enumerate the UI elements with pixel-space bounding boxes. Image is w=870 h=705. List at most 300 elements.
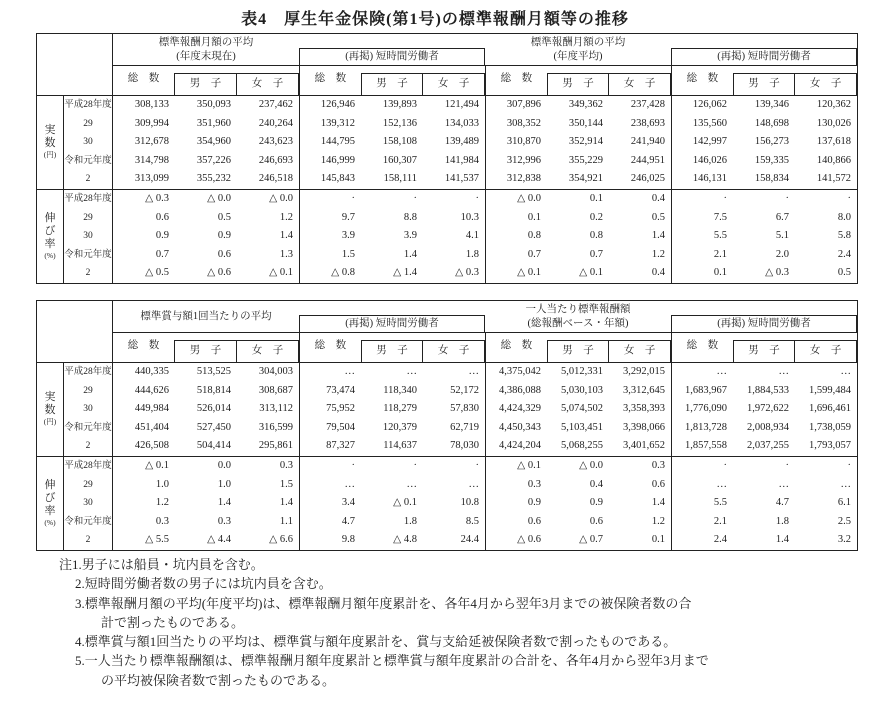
- data-cell: 1,683,967: [671, 382, 733, 401]
- data-cell: 0.7: [589, 248, 603, 260]
- data-cell: 1,696,461: [809, 403, 851, 415]
- data-cell: 5,068,255: [561, 440, 603, 452]
- data-cell: 2,037,255: [747, 440, 789, 452]
- data-cell: ·: [475, 192, 479, 204]
- data-cell: 6.1: [837, 497, 851, 509]
- data-cell: 78,030: [450, 440, 479, 452]
- data-cell: 241,940: [630, 136, 665, 148]
- data-cell: 62,719: [450, 421, 479, 433]
- note-line: の平均被保険者数で割ったものである。: [101, 672, 336, 688]
- data-cell: 5.1: [775, 230, 789, 242]
- data-cell: 308,352: [485, 115, 547, 134]
- data-cell: 0.7: [485, 246, 547, 265]
- data-cell: …: [671, 363, 733, 382]
- data-cell: △ 0.5: [145, 267, 169, 279]
- data-cell: △ 0.6: [207, 267, 231, 279]
- data-cell: 5,030,103: [561, 384, 603, 396]
- data-cell: 139,346: [754, 99, 789, 110]
- data-cell: 8.8: [403, 211, 417, 223]
- data-cell: 1.4: [279, 230, 293, 242]
- data-cell: 0.8: [589, 230, 603, 242]
- row-group-label-char: 率: [44, 237, 56, 250]
- data-cell: 2.4: [837, 248, 851, 260]
- data-cell: 3,312,645: [623, 384, 665, 396]
- data-cell: 1,884,533: [747, 384, 789, 396]
- data-cell: 312,838: [485, 170, 547, 189]
- data-cell: 243,623: [258, 136, 293, 148]
- year-label: 30: [83, 137, 93, 148]
- data-cell: △ 0.0: [269, 192, 293, 204]
- row-group-label-char: 伸: [44, 478, 56, 491]
- note-line: 3.標準報酬月額の平均(年度平均)は、標準報酬月額年度累計を、各年4月から翌年3月までの被保険者数の合: [75, 595, 692, 611]
- data-cell: △ 0.6: [485, 531, 547, 550]
- data-cell: 5.5: [671, 494, 733, 513]
- data-cell: △ 0.1: [579, 267, 603, 279]
- data-cell: 1.8: [775, 515, 789, 527]
- data-cell: 3.4: [299, 494, 361, 513]
- data-cell: 1.5: [299, 246, 361, 265]
- data-cell: 1.4: [279, 497, 293, 509]
- group-label-area: [485, 301, 671, 333]
- data-cell: △ 0.8: [299, 264, 361, 283]
- year-label: 29: [83, 212, 93, 223]
- data-cell: 158,108: [382, 136, 417, 148]
- data-cell: 316,599: [258, 421, 293, 433]
- year-label: 30: [83, 498, 93, 509]
- data-cell: 1.4: [651, 230, 665, 242]
- data-cell: ·: [299, 190, 361, 209]
- year-label: 平成28年度: [64, 100, 112, 110]
- data-cell: 4,375,042: [485, 363, 547, 382]
- data-cell: 1.8: [465, 248, 479, 260]
- data-cell: △ 0.0: [485, 190, 547, 209]
- subheader-total: 総 数: [500, 73, 533, 85]
- page-title: 表4 厚生年金保険(第1号)の標準報酬月額等の推移: [241, 11, 629, 28]
- data-cell: 355,229: [568, 154, 603, 166]
- data-cell: 1.2: [651, 515, 665, 527]
- data-cell: 357,226: [196, 154, 231, 166]
- data-cell: 2.1: [671, 513, 733, 532]
- data-cell: …: [406, 366, 417, 377]
- row-group-unit: (%): [44, 517, 56, 527]
- data-cell: 5,074,502: [561, 403, 603, 415]
- data-cell: 156,273: [754, 136, 789, 148]
- subheader-female: 女 子: [422, 73, 485, 95]
- subheader-female: 女 子: [236, 340, 299, 362]
- data-cell: 1,972,622: [747, 403, 789, 415]
- data-cell: 139,489: [444, 136, 479, 148]
- row-group-label: [37, 363, 64, 456]
- group-label-area: [113, 34, 299, 66]
- header-corner-cell: [37, 34, 113, 95]
- data-cell: 0.0: [217, 459, 231, 471]
- data-cell: …: [468, 366, 479, 377]
- data-cell: 0.3: [485, 476, 547, 495]
- data-cell: 10.3: [460, 211, 479, 223]
- data-cell: 4.7: [775, 497, 789, 509]
- row-group-label-char: 数: [44, 137, 56, 150]
- data-cell: 304,003: [258, 366, 293, 377]
- data-cell: 141,984: [444, 154, 479, 166]
- data-cell: 527,450: [196, 421, 231, 433]
- data-cell: △ 0.1: [145, 459, 169, 471]
- row-group-label-char: び: [44, 224, 56, 237]
- data-cell: 5.8: [837, 230, 851, 242]
- year-label: 令和元年度: [64, 422, 112, 433]
- growth-rate-block: [37, 456, 857, 550]
- row-group-unit: (%): [44, 250, 56, 260]
- data-cell: 2.5: [837, 515, 851, 527]
- data-cell: 159,335: [754, 154, 789, 166]
- data-cell: 141,537: [444, 173, 479, 185]
- data-cell: 2,008,934: [747, 421, 789, 433]
- data-cell: 118,340: [383, 384, 417, 396]
- data-cell: 354,960: [196, 136, 231, 148]
- data-cell: 6.7: [775, 211, 789, 223]
- data-cell: 140,866: [816, 154, 851, 166]
- subheader-total: 総 数: [127, 73, 160, 85]
- data-cell: …: [778, 478, 789, 490]
- data-cell: 308,687: [258, 384, 293, 396]
- subheader-male: 男 子: [361, 340, 424, 362]
- table-header: [37, 34, 857, 96]
- year-label: 令和元年度: [64, 249, 112, 260]
- data-cell: 352,914: [568, 136, 603, 148]
- subheader-total: 総 数: [500, 340, 533, 352]
- data-cell: 237,462: [258, 99, 293, 110]
- data-cell: 0.5: [651, 211, 665, 223]
- data-cell: ·: [413, 459, 417, 471]
- data-cell: 0.1: [485, 209, 547, 228]
- actual-figures-block: [37, 363, 857, 456]
- year-label: 2: [85, 535, 91, 546]
- header-corner-cell: [37, 301, 113, 362]
- subheader-male: 男 子: [733, 73, 796, 95]
- data-cell: 152,136: [382, 117, 417, 129]
- column-group: [671, 301, 857, 362]
- data-cell: …: [468, 478, 479, 490]
- repost-group-box: (再掲) 短時間労働者: [299, 48, 485, 65]
- data-cell: ·: [671, 457, 733, 476]
- year-label: 30: [83, 231, 93, 242]
- data-cell: 518,814: [196, 384, 231, 396]
- repost-group-box: (再掲) 短時間労働者: [671, 315, 857, 332]
- subheader-female: 女 子: [236, 73, 299, 95]
- column-group: [113, 34, 299, 95]
- group-label-line: 標準賞与額1回当たりの平均: [140, 310, 272, 322]
- data-cell: 3,292,015: [623, 366, 665, 377]
- group-label-area: [671, 34, 857, 66]
- data-cell: 0.9: [217, 230, 231, 242]
- column-group: [485, 301, 671, 362]
- data-cell: 1,738,059: [809, 421, 851, 433]
- column-group: [485, 34, 671, 95]
- note-line: 4.標準賞与額1回当たりの平均は、標準賞与額年度累計を、賞与支給延被保険者数で割ったものである。: [75, 634, 677, 650]
- data-cell: …: [840, 478, 851, 490]
- data-cell: 444,626: [134, 384, 169, 396]
- data-cell: 3,398,066: [623, 421, 665, 433]
- data-cell: 0.5: [837, 267, 851, 279]
- repost-group-box: (再掲) 短時間労働者: [299, 315, 485, 332]
- data-cell: 350,144: [568, 117, 603, 129]
- data-cell: 126,946: [299, 96, 361, 115]
- data-cell: 526,014: [196, 403, 231, 415]
- data-cell: △ 5.5: [145, 534, 169, 546]
- data-cell: 246,693: [258, 154, 293, 166]
- group-label-area: [113, 301, 299, 333]
- data-cell: 449,984: [134, 403, 169, 415]
- data-cell: 426,508: [134, 440, 169, 452]
- data-cell: △ 1.4: [393, 267, 417, 279]
- data-cell: 139,893: [382, 99, 417, 110]
- year-label: 29: [83, 479, 93, 490]
- year-label: 令和元年度: [64, 155, 112, 166]
- data-cell: ·: [299, 457, 361, 476]
- data-cell: ·: [847, 459, 851, 471]
- data-cell: 126,062: [671, 96, 733, 115]
- row-group-label-char: 実: [44, 124, 56, 137]
- subheader-male: 男 子: [361, 73, 424, 95]
- data-cell: 1.4: [775, 534, 789, 546]
- data-cell: 1,793,057: [809, 440, 851, 452]
- note-line: 計で割ったものである。: [101, 614, 245, 630]
- data-cell: 310,870: [485, 133, 547, 152]
- data-cell: 3,401,652: [623, 440, 665, 452]
- data-cell: 0.9: [589, 497, 603, 509]
- data-cell: 57,830: [450, 403, 479, 415]
- data-cell: 1.2: [155, 497, 169, 509]
- data-cell: △ 0.7: [579, 534, 603, 546]
- group-label-line: 標準報酬月額の平均: [530, 36, 626, 48]
- data-cell: 8.5: [465, 515, 479, 527]
- subheader-total: 総 数: [127, 340, 160, 352]
- data-cell: 3.2: [837, 534, 851, 546]
- data-cell: 0.7: [155, 248, 169, 260]
- group-label-area: [299, 301, 485, 333]
- group-label: [113, 34, 299, 65]
- data-cell: 3.9: [403, 230, 417, 242]
- data-cell: 1.5: [279, 478, 293, 490]
- data-cell: 504,414: [196, 440, 231, 452]
- row-group-label-char: 実: [44, 391, 56, 404]
- data-cell: 121,494: [444, 99, 479, 110]
- data-cell: 2.0: [775, 248, 789, 260]
- year-label: 2: [85, 441, 91, 452]
- data-cell: 313,112: [259, 403, 293, 415]
- data-cell: 1.8: [403, 515, 417, 527]
- data-cell: △ 0.1: [393, 497, 417, 509]
- data-cell: 0.6: [155, 211, 169, 223]
- data-cell: 0.1: [589, 192, 603, 204]
- repost-group-box: (再掲) 短時間労働者: [671, 48, 857, 65]
- subheader-total: 総 数: [686, 73, 719, 85]
- table-header: [37, 301, 857, 363]
- data-cell: 4,424,329: [485, 400, 547, 419]
- row-group-label-char: 伸: [44, 211, 56, 224]
- data-cell: 2.4: [671, 531, 733, 550]
- subheader-female: 女 子: [794, 340, 857, 362]
- subheader-total: 総 数: [314, 73, 347, 85]
- year-label: 29: [83, 385, 93, 396]
- data-cell: …: [840, 366, 851, 377]
- data-cell: 7.5: [671, 209, 733, 228]
- data-cell: 1,813,728: [671, 419, 733, 438]
- data-cell: 0.2: [589, 211, 603, 223]
- subheader-row: [671, 333, 857, 362]
- group-label: [113, 301, 299, 332]
- data-cell: 9.8: [299, 531, 361, 550]
- data-cell: 0.1: [671, 264, 733, 283]
- data-cell: 1,857,558: [671, 437, 733, 456]
- year-label: 30: [83, 404, 93, 415]
- year-column: [64, 96, 113, 189]
- data-cell: 0.6: [217, 248, 231, 260]
- data-cell: ·: [475, 459, 479, 471]
- subheader-total: 総 数: [314, 340, 347, 352]
- data-cell: 349,362: [568, 99, 603, 110]
- data-cell: 142,997: [671, 133, 733, 152]
- subheader-male: 男 子: [547, 340, 610, 362]
- data-cell: 79,504: [299, 419, 361, 438]
- subheader-male: 男 子: [733, 340, 796, 362]
- data-cell: △ 0.0: [207, 192, 231, 204]
- data-cell: 3,358,393: [623, 403, 665, 415]
- year-label: 29: [83, 118, 93, 129]
- data-cell: 0.9: [485, 494, 547, 513]
- data-cell: 52,172: [450, 384, 479, 396]
- row-group-label-char: 数: [44, 404, 56, 417]
- data-cell: 114,637: [383, 440, 417, 452]
- data-cell: 244,951: [630, 154, 665, 166]
- group-label-line: (年度平均): [553, 50, 603, 62]
- data-cell: △ 4.8: [393, 534, 417, 546]
- group-label: [485, 34, 671, 65]
- data-cell: 246,518: [258, 173, 293, 185]
- row-group-label: [37, 190, 64, 283]
- data-cell: 354,921: [568, 173, 603, 185]
- subheader-total: 総 数: [686, 340, 719, 352]
- data-cell: 0.6: [589, 515, 603, 527]
- data-cell: 0.3: [155, 515, 169, 527]
- data-cell: 0.5: [217, 211, 231, 223]
- data-cell: 0.4: [651, 192, 665, 204]
- data-cell: 158,111: [383, 173, 417, 185]
- data-cell: 120,362: [816, 99, 851, 110]
- data-cell: ·: [847, 192, 851, 204]
- data-cell: 5,103,451: [561, 421, 603, 433]
- data-cell: 120,379: [382, 421, 417, 433]
- data-cell: 118,279: [383, 403, 417, 415]
- data-cell: 137,618: [816, 136, 851, 148]
- note-line: 2.短時間労働者数の男子には坑内員を含む。: [75, 576, 332, 592]
- data-cell: …: [406, 478, 417, 490]
- data-cell: 146,026: [671, 152, 733, 171]
- data-cell: 0.6: [485, 513, 547, 532]
- data-grid: [113, 190, 857, 283]
- data-cell: △ 0.1: [485, 264, 547, 283]
- data-cell: 146,131: [671, 170, 733, 189]
- data-cell: 295,861: [258, 440, 293, 452]
- data-cell: 1,599,484: [809, 384, 851, 396]
- data-cell: 0.6: [651, 478, 665, 490]
- data-cell: 160,307: [382, 154, 417, 166]
- data-cell: 309,994: [134, 117, 169, 129]
- row-group-label: [37, 457, 64, 550]
- data-cell: 2.1: [671, 246, 733, 265]
- data-cell: 1.2: [279, 211, 293, 223]
- column-group: [671, 34, 857, 95]
- year-label: 2: [85, 174, 91, 185]
- data-cell: △ 0.1: [269, 267, 293, 279]
- data-cell: 307,896: [485, 96, 547, 115]
- data-cell: 139,312: [299, 115, 361, 134]
- row-group-unit: (円): [43, 150, 57, 160]
- data-cell: 0.4: [589, 478, 603, 490]
- group-label-area: [299, 34, 485, 66]
- data-cell: 351,960: [196, 117, 231, 129]
- data-cell: 3.9: [299, 227, 361, 246]
- year-column: [64, 363, 113, 456]
- data-cell: 4,386,088: [485, 382, 547, 401]
- group-label-line: (総報酬ベース・年額): [527, 317, 629, 329]
- data-cell: 130,026: [816, 117, 851, 129]
- subheader-female: 女 子: [794, 73, 857, 95]
- data-cell: 145,843: [299, 170, 361, 189]
- table-standard-bonus: [36, 300, 858, 551]
- group-label: [485, 301, 671, 332]
- data-cell: 9.7: [299, 209, 361, 228]
- subheader-female: 女 子: [608, 340, 671, 362]
- group-label-line: 標準報酬月額の平均: [158, 36, 254, 48]
- data-cell: 0.8: [485, 227, 547, 246]
- year-label: 平成28年度: [64, 460, 112, 471]
- data-cell: 4,424,204: [485, 437, 547, 456]
- row-group-label: [37, 96, 64, 189]
- data-cell: 8.0: [837, 211, 851, 223]
- data-cell: 237,428: [630, 99, 665, 110]
- data-cell: ·: [671, 190, 733, 209]
- data-cell: 4.1: [465, 230, 479, 242]
- data-cell: …: [778, 366, 789, 377]
- subheader-female: 女 子: [422, 340, 485, 362]
- data-cell: △ 0.3: [765, 267, 789, 279]
- year-column: [64, 190, 113, 283]
- subheader-row: [299, 333, 485, 362]
- column-group: [113, 301, 299, 362]
- subheader-male: 男 子: [174, 73, 237, 95]
- data-cell: 355,232: [196, 173, 231, 185]
- data-cell: 135,560: [671, 115, 733, 134]
- data-cell: …: [299, 476, 361, 495]
- data-cell: 1.0: [155, 478, 169, 490]
- data-cell: ·: [413, 192, 417, 204]
- data-grid: [113, 363, 857, 456]
- subheader-row: [113, 66, 299, 95]
- data-cell: 350,093: [196, 99, 231, 110]
- data-cell: 134,033: [444, 117, 479, 129]
- data-cell: …: [299, 363, 361, 382]
- subheader-female: 女 子: [608, 73, 671, 95]
- data-cell: 0.1: [651, 534, 665, 546]
- growth-rate-block: [37, 189, 857, 283]
- group-label-line: 一人当たり標準報酬額: [525, 303, 631, 315]
- row-group-label-char: び: [44, 491, 56, 504]
- actual-figures-block: [37, 96, 857, 189]
- notes: [59, 555, 709, 690]
- year-label: 2: [85, 268, 91, 279]
- data-cell: 0.4: [651, 267, 665, 279]
- data-grid: [113, 96, 857, 189]
